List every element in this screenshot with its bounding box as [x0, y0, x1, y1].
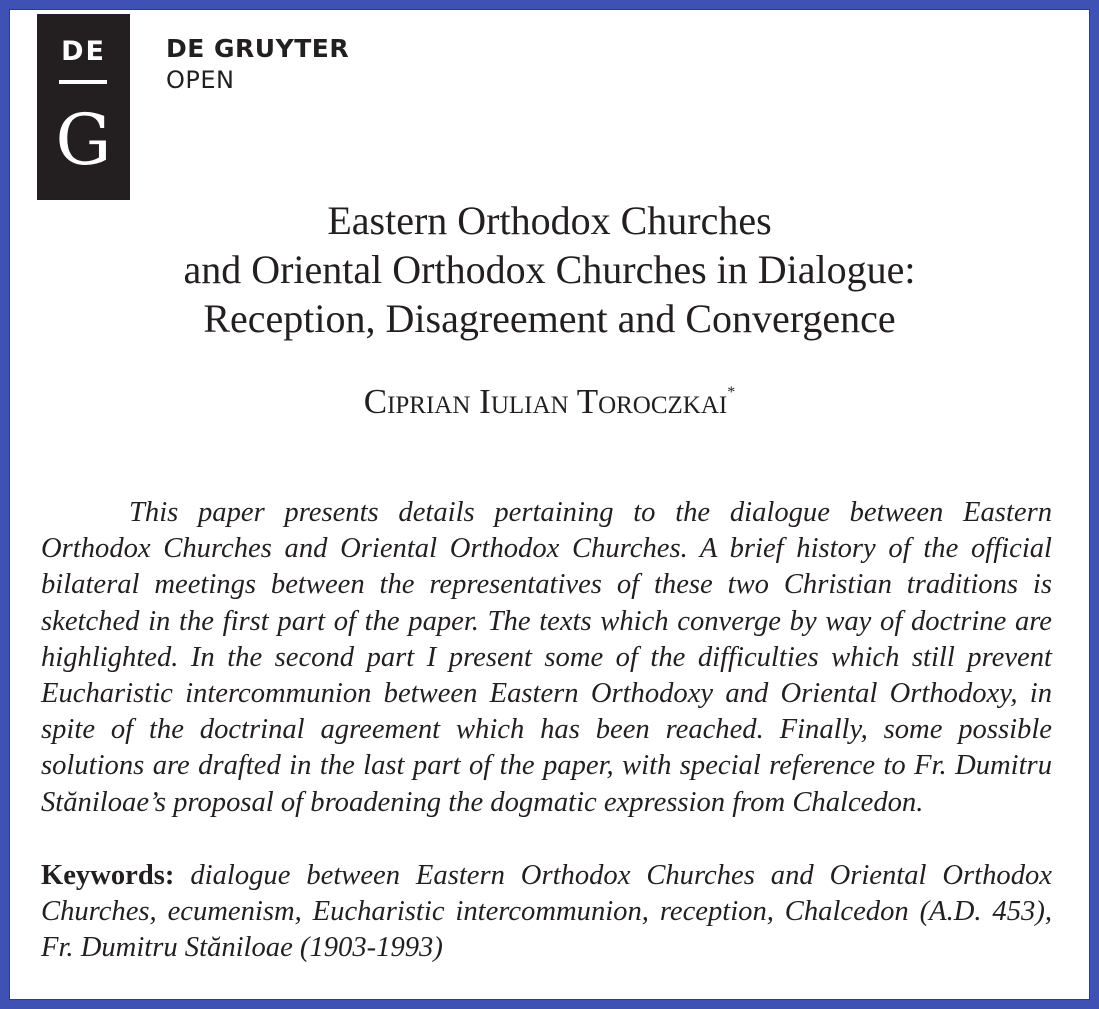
logo-g-text: G [55, 99, 112, 181]
keywords [41, 858, 1052, 967]
keywords-label: Keywords: [41, 860, 175, 891]
author-line [10, 382, 1089, 422]
title-line: and Oriental Orthodox Churches in Dialogue: [183, 247, 916, 292]
title-line: Eastern Orthodox Churches [327, 198, 772, 243]
author-footnote-mark: * [727, 384, 736, 401]
publisher-logo [37, 14, 130, 200]
publisher-sub: OPEN [166, 66, 235, 94]
logo-divider [59, 80, 107, 84]
logo-de-text: DE [61, 36, 106, 67]
author-name: Ciprian Iulian Toroczkai [363, 382, 728, 421]
abstract: This paper presents details pertaining to the dialogue between Eastern Orthodox Churches and Oriental Orthodox Churches. A brief history of the official bilateral meetings between the representatives of these two Christian traditions is sketched in the first part of the paper. The texts which converge by way of doctrine are highlighted. In the second part I present some of the difficulties which still prevent Eucharistic intercommunion between Eastern Orthodoxy and Oriental Orthodoxy, in spite of the doctrinal agreement which has been reached. Finally, some possible solutions are drafted in the last part of the paper, with special reference to Fr. Dumitru Stăniloae’s proposal of broadening the dogmatic expression from Chalcedon. [41, 497, 1052, 818]
keywords-text: dialogue between Eastern Orthodox Churches and Oriental Orthodox Churches, ecumenism, Eucharistic intercommunion, reception, Chalcedon (A.D. 453), Fr. Dumitru Stăniloae (1903-1993) [41, 860, 1052, 964]
publisher-name: DE GRUYTER [166, 34, 350, 63]
article-title [10, 196, 1089, 343]
paper-page [9, 9, 1090, 1000]
title-line: Reception, Disagreement and Convergence [203, 296, 896, 341]
